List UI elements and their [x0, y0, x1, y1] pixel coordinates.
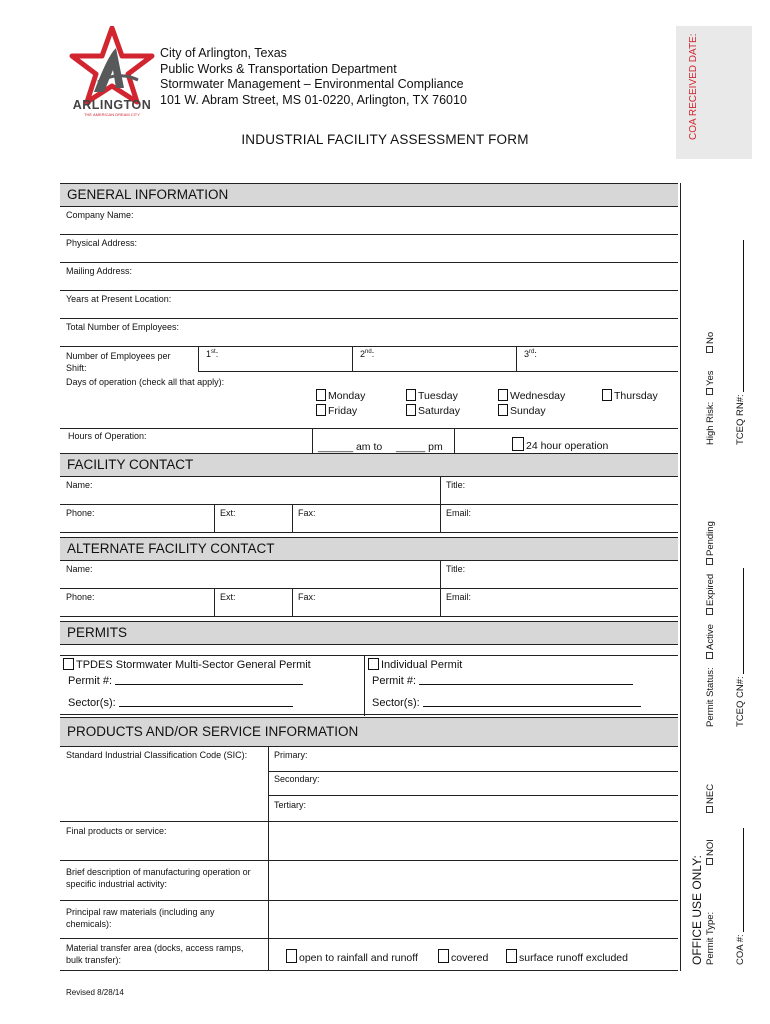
final-products-label: Final products or service:	[66, 826, 167, 836]
form-body	[60, 183, 678, 971]
divider	[214, 589, 215, 617]
divider	[352, 347, 353, 371]
employees-per-shift-row	[60, 347, 678, 377]
sic-tertiary-field[interactable]: Tertiary:	[274, 800, 307, 810]
checkbox[interactable]	[286, 949, 297, 963]
day-monday-label: Monday	[328, 390, 366, 402]
tpdes-sectors[interactable]	[68, 696, 293, 709]
permits-row	[60, 655, 678, 715]
years-field[interactable]	[60, 291, 678, 319]
tceq-cn-label: TCEQ CN#:	[735, 676, 746, 727]
day-saturday-checkbox[interactable]	[406, 404, 460, 417]
checkbox[interactable]	[498, 404, 508, 416]
tceq-cn-field[interactable]	[733, 568, 746, 727]
alt-phone-label: Phone:	[66, 592, 95, 602]
divider	[268, 795, 678, 796]
day-thursday-label: Thursday	[614, 390, 658, 402]
facility-phone-row[interactable]	[60, 505, 678, 533]
tceq-rn-field[interactable]	[733, 240, 746, 445]
day-thursday-checkbox[interactable]	[602, 389, 658, 402]
raw-materials-row[interactable]	[60, 901, 678, 939]
active-checkbox[interactable]	[705, 624, 716, 659]
divider	[454, 429, 455, 455]
tceq-rn-label: TCEQ RN#:	[735, 394, 746, 445]
shift-1-colon: :	[215, 349, 219, 359]
underline	[419, 674, 633, 685]
city-logo	[66, 26, 158, 124]
checkbox[interactable]	[316, 389, 326, 401]
checkbox[interactable]	[438, 949, 449, 963]
permit-type-label: Permit Type:	[705, 911, 716, 965]
brief-line-2: specific industrial activity:	[66, 879, 168, 889]
checkbox[interactable]	[316, 404, 326, 416]
checkbox[interactable]	[602, 389, 612, 401]
am-field[interactable]: ______ am to	[318, 441, 383, 453]
org-line: Public Works & Transportation Department	[160, 61, 397, 76]
day-monday-checkbox[interactable]	[316, 389, 365, 402]
24-hour-checkbox[interactable]	[512, 437, 608, 452]
high-risk-label: High Risk:	[705, 401, 716, 445]
physical-address-field[interactable]	[60, 235, 678, 263]
employees-per-shift-label-2: Shift:	[66, 363, 87, 373]
transfer-line-1: Material transfer area (docks, access ramps,	[66, 943, 244, 953]
physical-address-label: Physical Address:	[66, 238, 138, 248]
org-line: City of Arlington, Texas	[160, 46, 287, 60]
sic-row	[60, 747, 678, 771]
section-facility-contact: FACILITY CONTACT	[60, 453, 678, 477]
checkbox[interactable]	[706, 558, 713, 565]
day-friday-label: Friday	[328, 405, 358, 417]
shift-1-field[interactable]	[206, 349, 218, 359]
alt-name-row[interactable]	[60, 561, 678, 589]
brief-description-row[interactable]	[60, 861, 678, 901]
checkbox[interactable]	[706, 806, 713, 813]
expired-label: Expired	[705, 573, 716, 606]
day-wednesday-checkbox[interactable]	[498, 389, 565, 402]
company-name-field[interactable]	[60, 207, 678, 235]
shift-1-label: 1	[206, 349, 212, 359]
noi-checkbox[interactable]	[705, 839, 716, 865]
checkbox[interactable]	[706, 652, 713, 659]
total-employees-field[interactable]	[60, 319, 678, 347]
checkbox[interactable]	[63, 658, 74, 670]
sic-primary-field[interactable]: Primary:	[274, 750, 308, 760]
section-permits: PERMITS	[60, 621, 678, 645]
divider	[440, 477, 441, 505]
facility-phone-label: Phone:	[66, 508, 95, 518]
noi-label: NOI	[705, 839, 716, 856]
active-label: Active	[705, 624, 716, 650]
shift-2-field[interactable]	[360, 349, 374, 359]
expired-checkbox[interactable]	[705, 574, 716, 615]
checkbox[interactable]	[368, 658, 379, 670]
office-use-sidebar	[680, 183, 753, 971]
alt-title-label: Title:	[446, 564, 466, 574]
shift-2-sup: nd	[365, 349, 372, 355]
permit-num-label: Permit #:	[372, 675, 417, 687]
divider	[198, 371, 678, 372]
mailing-address-label: Mailing Address:	[66, 266, 133, 276]
permit-num-label: Permit #:	[68, 675, 113, 687]
individual-permit-label: Individual Permit	[381, 659, 463, 671]
org-line: Stormwater Management – Environmental Compliance	[160, 77, 464, 91]
day-sunday-label: Sunday	[510, 405, 546, 417]
day-friday-checkbox[interactable]	[316, 404, 357, 417]
checkbox[interactable]	[706, 608, 713, 615]
alt-fax-label: Fax:	[298, 592, 316, 602]
employees-per-shift-label	[66, 350, 171, 374]
sectors-label: Sector(s):	[372, 697, 420, 709]
pending-checkbox[interactable]	[705, 521, 716, 565]
day-saturday-label: Saturday	[418, 405, 461, 417]
org-line: 101 W. Abram Street, MS 01-0220, Arlington, TX 76010	[160, 92, 467, 107]
raw-materials-label	[66, 906, 215, 930]
underline	[733, 568, 744, 674]
shift-3-field[interactable]	[524, 349, 537, 359]
coa-received-label: COA RECEIVED DATE:	[688, 33, 699, 140]
final-products-row[interactable]	[60, 821, 678, 861]
shift-2-label: 2	[360, 349, 366, 359]
employees-per-shift-label-1: Number of Employees per	[66, 351, 171, 361]
underline	[119, 696, 293, 707]
logo-tagline: THE AMERICAN DREAM CITY	[84, 112, 140, 117]
alt-phone-row[interactable]	[60, 589, 678, 617]
divider	[312, 429, 313, 455]
brief-description-label	[66, 866, 251, 890]
org-address-block	[160, 46, 467, 108]
no-label: No	[705, 331, 716, 344]
divider	[268, 771, 678, 772]
days-label: Days of operation (check all that apply):	[66, 377, 225, 387]
alt-email-label: Email:	[446, 592, 472, 602]
divider	[364, 656, 365, 716]
shift-2-colon: :	[371, 349, 375, 359]
brief-line-1: Brief description of manufacturing operation or	[66, 867, 251, 877]
underline	[733, 240, 744, 392]
checkbox[interactable]	[512, 437, 524, 451]
days-of-operation-row	[60, 375, 678, 429]
form-title: INDUSTRIAL FACILITY ASSESSMENT FORM	[241, 132, 529, 147]
company-name-label: Company Name:	[66, 210, 134, 220]
divider	[440, 589, 441, 617]
alt-ext-label: Ext:	[220, 592, 236, 602]
pm-field[interactable]: _____ pm	[396, 441, 443, 453]
tpdes-checkbox[interactable]	[63, 658, 311, 671]
transfer-line-2: bulk transfer):	[66, 955, 122, 965]
shift-3-label: 3	[524, 349, 530, 359]
divider	[440, 505, 441, 533]
hours-label: Hours of Operation:	[68, 431, 147, 441]
shift-1-sup: st	[211, 349, 216, 355]
hours-of-operation-row	[60, 429, 678, 455]
shift-3-sup: rd	[529, 349, 535, 355]
facility-ext-label: Ext:	[220, 508, 236, 518]
logo-wordmark: ARLINGTON	[72, 98, 152, 112]
raw-line-2: chemicals):	[66, 919, 112, 929]
coa-num-field[interactable]	[733, 828, 746, 965]
raw-line-1: Principal raw materials (including any	[66, 907, 215, 917]
surface-runoff-checkbox[interactable]	[506, 949, 628, 964]
yes-label: Yes	[705, 370, 716, 386]
divider	[214, 505, 215, 533]
shift-3-colon: :	[534, 349, 537, 359]
checkbox[interactable]	[498, 389, 508, 401]
divider	[516, 347, 517, 371]
checkbox[interactable]	[406, 389, 416, 401]
material-transfer-label	[66, 942, 244, 966]
individual-permit-checkbox[interactable]	[368, 658, 462, 671]
day-tuesday-label: Tuesday	[418, 390, 458, 402]
years-label: Years at Present Location:	[66, 294, 172, 304]
section-products: PRODUCTS AND/OR SERVICE INFORMATION	[60, 717, 678, 747]
sectors-label: Sector(s):	[68, 697, 116, 709]
facility-fax-label: Fax:	[298, 508, 316, 518]
checkbox[interactable]	[406, 404, 416, 416]
tpdes-label: TPDES Stormwater Multi-Sector General Permit	[76, 659, 311, 671]
day-tuesday-checkbox[interactable]	[406, 389, 458, 402]
divider	[292, 589, 293, 617]
nec-checkbox[interactable]	[705, 784, 716, 813]
coa-num-label: COA #:	[735, 934, 746, 965]
open-rainfall-checkbox[interactable]	[286, 949, 418, 964]
material-transfer-row	[60, 939, 678, 971]
divider	[292, 505, 293, 533]
section-general-information: GENERAL INFORMATION	[60, 183, 678, 207]
mailing-address-field[interactable]	[60, 263, 678, 291]
24-hour-label: 24 hour operation	[526, 440, 609, 452]
office-use-title: OFFICE USE ONLY:	[690, 855, 704, 965]
revised-date: Revised 8/28/14	[66, 988, 124, 997]
covered-label: covered	[451, 952, 489, 964]
facility-name-label: Name:	[66, 480, 93, 490]
sic-label: Standard Industrial Classification Code (SIC):	[66, 750, 248, 760]
tpdes-permit-num[interactable]	[68, 674, 303, 687]
alt-name-label: Name:	[66, 564, 93, 574]
individual-sectors[interactable]	[372, 696, 641, 709]
facility-name-row[interactable]	[60, 477, 678, 505]
nec-label: NEC	[705, 783, 716, 804]
facility-title-label: Title:	[446, 480, 466, 490]
open-rainfall-label: open to rainfall and runoff	[299, 952, 418, 964]
covered-checkbox[interactable]	[438, 949, 488, 964]
pending-label: Pending	[705, 521, 716, 556]
checkbox[interactable]	[706, 388, 713, 395]
underline	[733, 828, 744, 932]
checkbox[interactable]	[506, 949, 517, 963]
day-wednesday-label: Wednesday	[510, 390, 566, 402]
total-employees-label: Total Number of Employees:	[66, 322, 180, 332]
permit-status-label: Permit Status:	[705, 667, 716, 727]
high-risk-yes-checkbox[interactable]	[705, 371, 716, 396]
high-risk-no-checkbox[interactable]	[705, 332, 716, 353]
surface-runoff-label: surface runoff excluded	[519, 952, 628, 964]
divider	[198, 347, 199, 371]
checkbox[interactable]	[706, 346, 713, 353]
checkbox[interactable]	[706, 858, 713, 865]
underline	[115, 674, 303, 685]
sic-secondary-field[interactable]: Secondary:	[274, 774, 320, 784]
individual-permit-num[interactable]	[372, 674, 633, 687]
section-alternate-contact: ALTERNATE FACILITY CONTACT	[60, 537, 678, 561]
divider	[440, 561, 441, 589]
day-sunday-checkbox[interactable]	[498, 404, 546, 417]
underline	[423, 696, 641, 707]
facility-email-label: Email:	[446, 508, 472, 518]
